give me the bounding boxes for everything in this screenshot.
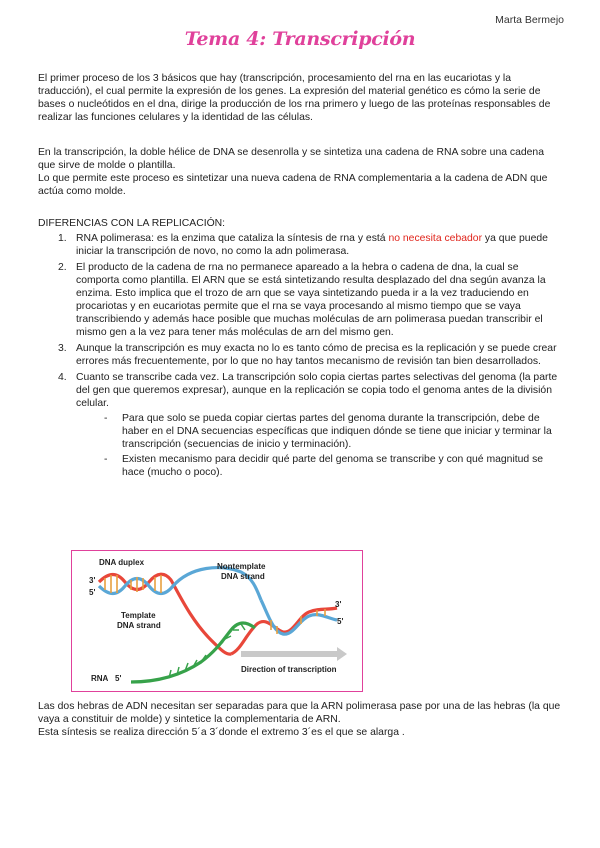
closing-paragraph bbox=[38, 700, 564, 739]
list-item: 3. Aunque la transcripción es muy exacta no lo es tanto cómo de precisa es la replicación y se puede crear errores más frecuentemente, por lo que no hay tantos mecanismo de revisión tan bien desarrollados. bbox=[58, 343, 557, 367]
transcription-diagram-svg bbox=[71, 550, 363, 692]
item1-text-start: RNA polimerasa: es la enzima que cataliza la síntesis de rna y está bbox=[76, 233, 389, 244]
item1-text-end: ya que puede iniciar la transcripción de novo, no como la adn polimerasa. bbox=[76, 233, 548, 257]
section-heading bbox=[38, 217, 564, 230]
five-prime-rna: 5' bbox=[115, 674, 122, 683]
sub1-text: Para que solo se pueda copiar ciertas partes del genoma durante la transcripción, debe de haber en el DNA secuencias específicas que indiquen dónde se tiene que iniciar y terminar la transcripción (secuencias de inicio y terminación). bbox=[122, 413, 552, 450]
closing-line-2: Esta síntesis se realiza dirección 5´a 3´donde el extremo 3´es el que se alarga . bbox=[38, 727, 405, 738]
list-item: 1. RNA polimerasa: es la enzima que cataliza la síntesis de rna y está no necesita cebador ya que puede iniciar la transcripción de novo, no como la adn polimerasa. bbox=[58, 233, 548, 257]
sub-list-item: - Existen mecanismo para decidir qué parte del genoma se transcribe y con qué magnitud se hace (mucho o poco). bbox=[104, 454, 544, 478]
three-prime-left: 3' bbox=[89, 576, 96, 585]
item1-highlight: no necesita cebador bbox=[388, 233, 483, 244]
five-prime-right: 5' bbox=[337, 617, 344, 626]
synthesis-text: Lo que permite este proceso es sintetizar una nueva cadena de RNA complementaria a la cadena de ADN que actúa como molde. bbox=[38, 173, 548, 197]
unwinding-text: En la transcripción, la doble hélice de DNA se desenrolla y se sintetiza una cadena de RNA sobre una cadena que sirve de molde o plantilla. bbox=[38, 147, 544, 171]
differences-list bbox=[38, 232, 564, 482]
page-title: Tema 4: Transcripción bbox=[184, 28, 416, 50]
author-name: Marta Bermejo bbox=[495, 14, 564, 26]
intro-paragraph bbox=[38, 72, 564, 124]
list-item: 2. El producto de la cadena de rna no permanece apareado a la hebra o cadena de dna, la cual se comporta como plantilla. El ARN que se está sintetizando resulta desplazado del dna según avanza la enzima. Esto implica que el trozo de arn que se vaya sintetizando pueda ir a la vez traduciendo en procariotas y en eucariotas permite que el rna se vaya procesando al mismo tiempo que se vaya transcribiendo y además hace posible que muchas moléculas de arn polimerasa puedan transcribir el mismo gen a la vez para tener más moléculas de arn del mismo gen. bbox=[58, 262, 546, 338]
paragraph-unwinding bbox=[38, 146, 564, 172]
list-item: 4. Cuanto se transcribe cada vez. La transcripción solo copia ciertas partes selectivas del genoma (la parte del gen que queremos expresar), aunque en la replicación se copia todo el genoma antes de la división celular. - Para que solo se pueda copiar ciertas partes del genoma durante la transcripción, debe de haber en el DNA secuencias específicas que indiquen dónde se tiene que iniciar y terminar la transcripción (secuencias de inicio y terminación). - Existen mecanismo para decidir qué parte del genoma se transcribe y con qué magnitud se hace (mucho o poco). bbox=[38, 371, 564, 479]
item3-text: Aunque la transcripción es muy exacta no lo es tanto cómo de precisa es la replicación y se puede crear errores más frecuentemente, por lo que no hay tantos mecanismo de revisión tan bien desarrollados. bbox=[76, 343, 557, 367]
three-prime-right: 3' bbox=[335, 600, 342, 609]
template-label-line2: DNA strand bbox=[117, 621, 161, 630]
five-prime-left: 5' bbox=[89, 588, 96, 597]
differences-heading: DIFERENCIAS CON LA REPLICACIÓN: bbox=[38, 218, 226, 229]
closing-line-1: Las dos hebras de ADN necesitan ser separadas para que la ARN polimerasa pase por una de las hebras (la que vaya a constituir de molde) y sintetice la complementaria de ARN. bbox=[38, 701, 561, 725]
intro-text: El primer proceso de los 3 básicos que hay (transcripción, procesamiento del rna en las eucariotas y la traducción), el cual permite la expresión de los genes. La expresión del material genético es cómo la serie de bases o nucleótidos en el dna, dirige la producción de los rna primero y luego de las proteínas responsables de realizar las funciones celulares y la identidad de las células. bbox=[38, 73, 551, 123]
item4-text: Cuanto se transcribe cada vez. La transcripción solo copia ciertas partes selectivas del genoma (la parte del gen que queremos expresar), aunque en la replicación se copia todo el genoma antes de la división celular. bbox=[76, 372, 558, 409]
paragraph-synthesis bbox=[38, 172, 564, 198]
direction-label: Direction of transcription bbox=[241, 665, 337, 674]
sub-list-item: - Para que solo se pueda copiar ciertas partes del genoma durante la transcripción, debe de haber en el DNA secuencias específicas que indiquen dónde se tiene que iniciar y terminar la transcripción (secuencias de inicio y terminación). bbox=[104, 413, 552, 450]
template-label-line1: Template bbox=[121, 611, 156, 620]
sub2-text: Existen mecanismo para decidir qué parte del genoma se transcribe y con qué magnitud se hace (mucho o poco). bbox=[122, 454, 544, 478]
rna-label: RNA bbox=[91, 674, 109, 683]
transcription-diagram bbox=[71, 550, 363, 692]
nontemplate-label-line1: Nontemplate bbox=[217, 562, 266, 571]
item2-text: El producto de la cadena de rna no permanece apareado a la hebra o cadena de dna, la cual se comporta como plantilla. El ARN que se está sintetizando resulta desplazado del dna según avanza la enzima. Esto implica que el trozo de arn que se vaya sintetizando pueda ir a la vez traduciendo en procariotas y en eucariotas permite que el rna se vaya procesando al mismo tiempo que se vaya transcribiendo y además hace posible que muchas moléculas de arn polimerasa puedan transcribir el mismo gen a la vez para tener más moléculas de arn del mismo gen. bbox=[76, 262, 546, 338]
nontemplate-label-line2: DNA strand bbox=[221, 572, 265, 581]
dna-duplex-label: DNA duplex bbox=[99, 558, 145, 567]
